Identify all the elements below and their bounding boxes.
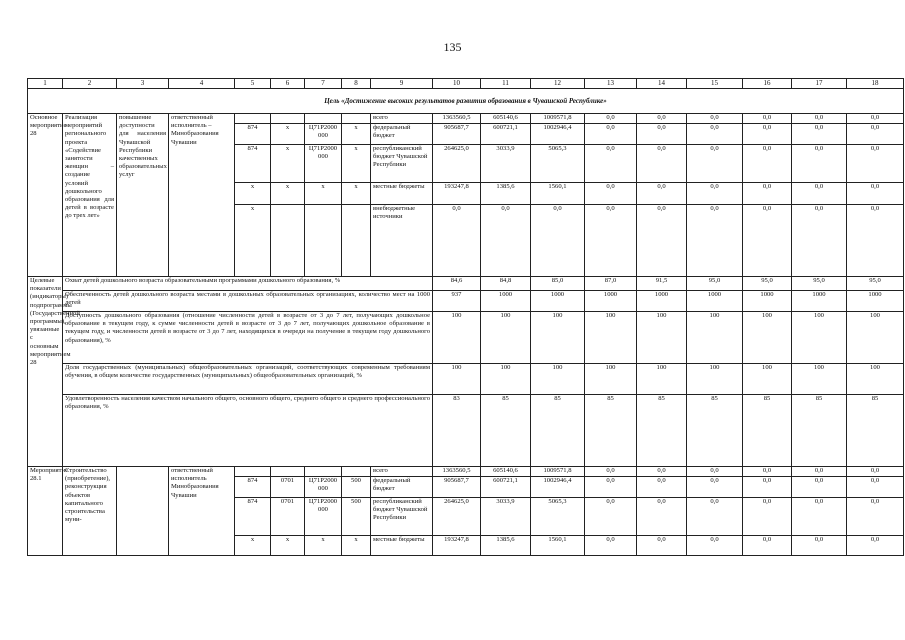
year-amount: 1560,1 xyxy=(531,536,585,556)
indicators-label: Целевые показатели (индикаторы) подпрограммы (Государственной программы), увязанные с основным мероприятием 28 xyxy=(28,277,63,467)
year-amount: 0,0 xyxy=(433,205,481,277)
indicator-row xyxy=(28,395,904,467)
funding-source: местные бюджеты xyxy=(371,183,433,205)
indicator-value: 85 xyxy=(743,395,792,467)
expense-group: x xyxy=(342,536,371,556)
year-amount: 0,0 xyxy=(743,498,792,536)
indicator-value: 100 xyxy=(743,364,792,395)
indicator-row xyxy=(28,364,904,395)
target-article xyxy=(305,114,342,124)
year-amount: 0,0 xyxy=(792,145,847,183)
indicator-value: 1000 xyxy=(792,291,847,312)
year-amount: 0,0 xyxy=(792,536,847,556)
indicator-value: 95,0 xyxy=(847,277,904,291)
year-amount: 0,0 xyxy=(637,467,687,477)
target-article xyxy=(305,467,342,477)
year-amount: 0,0 xyxy=(687,536,743,556)
expense-group: 500 xyxy=(342,477,371,498)
year-amount: 605140,6 xyxy=(481,114,531,124)
section-code xyxy=(271,114,305,124)
year-amount: 905687,7 xyxy=(433,124,481,145)
activity-name: Строительство (приобретение), реконструкция объектов капитального строительства муни- xyxy=(63,467,117,556)
year-amount: 0,0 xyxy=(687,498,743,536)
indicator-value: 1000 xyxy=(687,291,743,312)
year-amount: 0,0 xyxy=(847,124,904,145)
column-number: 2 xyxy=(63,79,117,89)
year-amount: 3033,9 xyxy=(481,145,531,183)
indicator-value: 100 xyxy=(847,364,904,395)
year-amount: 0,0 xyxy=(637,536,687,556)
indicator-value: 100 xyxy=(481,364,531,395)
indicator-value: 95,0 xyxy=(792,277,847,291)
year-amount: 5065,3 xyxy=(531,145,585,183)
funding-source: внебюджетные источники xyxy=(371,205,433,277)
column-number: 14 xyxy=(637,79,687,89)
year-amount: 0,0 xyxy=(585,477,637,498)
year-amount: 0,0 xyxy=(847,205,904,277)
year-amount: 1560,1 xyxy=(531,183,585,205)
goal-row xyxy=(28,89,904,114)
year-amount: 1363560,5 xyxy=(433,114,481,124)
column-number: 16 xyxy=(743,79,792,89)
year-amount: 0,0 xyxy=(743,477,792,498)
year-amount: 1009571,8 xyxy=(531,114,585,124)
indicator-row xyxy=(28,277,904,291)
year-amount: 264625,0 xyxy=(433,145,481,183)
indicator-value: 85 xyxy=(531,395,585,467)
indicator-text: Доля государственных (муниципальных) общеобразовательных организаций, соответствующих современным требованиям обучения, в общем количестве государственных (муниципальных) общеобразовательных организаций, % xyxy=(63,364,433,395)
column-number: 5 xyxy=(235,79,271,89)
year-amount: 0,0 xyxy=(743,124,792,145)
indicator-value: 100 xyxy=(433,312,481,364)
target-article: x xyxy=(305,536,342,556)
year-amount: 0,0 xyxy=(743,536,792,556)
indicator-value: 100 xyxy=(792,364,847,395)
year-amount: 0,0 xyxy=(743,145,792,183)
grbs-code: x xyxy=(235,536,271,556)
column-number: 12 xyxy=(531,79,585,89)
grbs-code: 874 xyxy=(235,498,271,536)
year-amount: 0,0 xyxy=(585,124,637,145)
section-code: 0701 xyxy=(271,477,305,498)
funding-source: федеральный бюджет xyxy=(371,477,433,498)
year-amount: 605140,6 xyxy=(481,467,531,477)
year-amount: 1385,6 xyxy=(481,183,531,205)
expected-result xyxy=(117,467,169,556)
year-amount: 0,0 xyxy=(743,205,792,277)
indicator-value: 85 xyxy=(847,395,904,467)
indicator-value: 1000 xyxy=(847,291,904,312)
year-amount: 0,0 xyxy=(637,498,687,536)
indicator-value: 100 xyxy=(687,312,743,364)
expense-group: x xyxy=(342,183,371,205)
responsible-executor: ответственный исполнитель Минобразования Чувашии xyxy=(169,467,235,556)
indicator-value: 85 xyxy=(585,395,637,467)
indicator-value: 1000 xyxy=(637,291,687,312)
funding-source: всего xyxy=(371,114,433,124)
year-amount: 0,0 xyxy=(792,467,847,477)
indicator-value: 1000 xyxy=(743,291,792,312)
grbs-code: 874 xyxy=(235,477,271,498)
year-amount: 0,0 xyxy=(637,114,687,124)
funding-source: местные бюджеты xyxy=(371,536,433,556)
column-number: 10 xyxy=(433,79,481,89)
funding-source: республиканский бюджет Чувашской Республики xyxy=(371,498,433,536)
year-amount: 0,0 xyxy=(687,145,743,183)
target-article: Ц71Р2000 000 xyxy=(305,145,342,183)
section-code: x xyxy=(271,145,305,183)
year-amount: 0,0 xyxy=(585,205,637,277)
year-amount: 0,0 xyxy=(637,145,687,183)
year-amount: 0,0 xyxy=(687,477,743,498)
year-amount: 0,0 xyxy=(847,477,904,498)
year-amount: 0,0 xyxy=(847,536,904,556)
section-code: 0701 xyxy=(271,498,305,536)
indicator-value: 1000 xyxy=(585,291,637,312)
year-amount: 0,0 xyxy=(792,477,847,498)
funding-source: всего xyxy=(371,467,433,477)
grbs-code: x xyxy=(235,205,271,277)
year-amount: 0,0 xyxy=(687,114,743,124)
column-number: 17 xyxy=(792,79,847,89)
year-amount: 905687,7 xyxy=(433,477,481,498)
indicator-value: 100 xyxy=(687,364,743,395)
indicator-value: 100 xyxy=(637,312,687,364)
target-article: Ц71Р2000 000 xyxy=(305,498,342,536)
year-amount: 0,0 xyxy=(585,536,637,556)
indicator-value: 95,0 xyxy=(743,277,792,291)
responsible-executor: ответственный исполнитель – Минобразования Чувашии xyxy=(169,114,235,277)
target-article: x xyxy=(305,183,342,205)
year-amount: 0,0 xyxy=(847,145,904,183)
funding-source: федеральный бюджет xyxy=(371,124,433,145)
expense-group xyxy=(342,467,371,477)
budget-row xyxy=(28,114,904,124)
indicator-text: Обеспеченность детей дошкольного возраста местами в дошкольных образовательных организациях, количество мест на 1000 детей xyxy=(63,291,433,312)
indicator-value: 1000 xyxy=(481,291,531,312)
indicator-text: Удовлетворенность населения качеством начального общего, основного общего, среднего общего и среднего профессионального образования, % xyxy=(63,395,433,467)
year-amount: 0,0 xyxy=(792,183,847,205)
indicator-value: 85 xyxy=(687,395,743,467)
indicator-value: 84,8 xyxy=(481,277,531,291)
column-number: 11 xyxy=(481,79,531,89)
funding-source: республиканский бюджет Чувашской Республики xyxy=(371,145,433,183)
page-number: 135 xyxy=(443,40,462,54)
budget-table xyxy=(27,78,904,556)
year-amount: 1009571,8 xyxy=(531,467,585,477)
indicator-value: 937 xyxy=(433,291,481,312)
year-amount: 0,0 xyxy=(531,205,585,277)
section-code xyxy=(271,467,305,477)
column-number: 1 xyxy=(28,79,63,89)
column-number-row xyxy=(28,79,904,89)
year-amount: 0,0 xyxy=(637,183,687,205)
indicator-value: 91,5 xyxy=(637,277,687,291)
year-amount: 1002946,4 xyxy=(531,124,585,145)
year-amount: 0,0 xyxy=(792,205,847,277)
indicator-value: 100 xyxy=(585,364,637,395)
year-amount: 0,0 xyxy=(792,498,847,536)
indicator-value: 84,6 xyxy=(433,277,481,291)
year-amount: 1002946,4 xyxy=(531,477,585,498)
column-number: 13 xyxy=(585,79,637,89)
year-amount: 0,0 xyxy=(743,183,792,205)
year-amount: 600721,1 xyxy=(481,477,531,498)
grbs-code xyxy=(235,467,271,477)
indicator-value: 100 xyxy=(531,312,585,364)
indicator-value: 100 xyxy=(847,312,904,364)
indicator-value: 87,0 xyxy=(585,277,637,291)
year-amount: 0,0 xyxy=(687,124,743,145)
activity-number: Мероприятие 28.1 xyxy=(28,467,63,556)
year-amount: 193247,8 xyxy=(433,183,481,205)
year-amount: 5065,3 xyxy=(531,498,585,536)
year-amount: 0,0 xyxy=(847,498,904,536)
indicator-value: 100 xyxy=(637,364,687,395)
expected-result: повышение доступности для населения Чувашской Республики качественных образовательных услуг xyxy=(117,114,169,277)
indicator-value: 100 xyxy=(585,312,637,364)
year-amount: 0,0 xyxy=(585,467,637,477)
indicator-text: Доступность дошкольного образования (отношение численности детей в возрасте от 3 до 7 лет, получающих дошкольное образование в текущем году, к сумме численности детей в возрасте от 3 до 7 лет, получающих дошкольное образование в текущем году, и численности детей в возрасте от 3 до 7 лет, находящихся в очереди на получение в текущем году дошкольного образования), % xyxy=(63,312,433,364)
year-amount: 0,0 xyxy=(792,124,847,145)
column-number: 6 xyxy=(271,79,305,89)
year-amount: 0,0 xyxy=(847,467,904,477)
indicator-value: 83 xyxy=(433,395,481,467)
activity-number: Основное мероприятие 28 xyxy=(28,114,63,277)
indicator-value: 85 xyxy=(792,395,847,467)
year-amount: 1363560,5 xyxy=(433,467,481,477)
indicator-value: 85,0 xyxy=(531,277,585,291)
expense-group: x xyxy=(342,145,371,183)
grbs-code xyxy=(235,114,271,124)
year-amount: 0,0 xyxy=(687,205,743,277)
indicator-value: 85 xyxy=(481,395,531,467)
year-amount: 0,0 xyxy=(743,114,792,124)
section-code xyxy=(271,205,305,277)
target-article: Ц71Р2000 000 xyxy=(305,124,342,145)
target-article xyxy=(305,205,342,277)
indicator-value: 85 xyxy=(637,395,687,467)
indicator-value: 100 xyxy=(792,312,847,364)
year-amount: 193247,8 xyxy=(433,536,481,556)
section-code: x xyxy=(271,124,305,145)
budget-row xyxy=(28,467,904,477)
year-amount: 0,0 xyxy=(637,205,687,277)
goal-title: Цель «Достижение высоких результатов развития образования в Чувашской Республике» xyxy=(28,89,904,114)
indicator-value: 100 xyxy=(531,364,585,395)
year-amount: 3033,9 xyxy=(481,498,531,536)
indicator-value: 100 xyxy=(743,312,792,364)
column-number: 18 xyxy=(847,79,904,89)
grbs-code: 874 xyxy=(235,145,271,183)
year-amount: 0,0 xyxy=(743,467,792,477)
grbs-code: x xyxy=(235,183,271,205)
year-amount: 0,0 xyxy=(687,183,743,205)
year-amount: 0,0 xyxy=(792,114,847,124)
year-amount: 0,0 xyxy=(637,477,687,498)
column-number: 8 xyxy=(342,79,371,89)
year-amount: 0,0 xyxy=(847,114,904,124)
year-amount: 0,0 xyxy=(585,498,637,536)
indicator-value: 100 xyxy=(481,312,531,364)
expense-group xyxy=(342,205,371,277)
indicator-value: 1000 xyxy=(531,291,585,312)
expense-group: 500 xyxy=(342,498,371,536)
column-number: 3 xyxy=(117,79,169,89)
indicator-value: 95,0 xyxy=(687,277,743,291)
column-number: 15 xyxy=(687,79,743,89)
column-number: 4 xyxy=(169,79,235,89)
grbs-code: 874 xyxy=(235,124,271,145)
year-amount: 0,0 xyxy=(585,114,637,124)
year-amount: 0,0 xyxy=(847,183,904,205)
column-number: 9 xyxy=(371,79,433,89)
indicator-row xyxy=(28,312,904,364)
expense-group xyxy=(342,114,371,124)
year-amount: 0,0 xyxy=(637,124,687,145)
indicator-value: 100 xyxy=(433,364,481,395)
year-amount: 0,0 xyxy=(585,183,637,205)
target-article: Ц71Р2000 000 xyxy=(305,477,342,498)
year-amount: 1385,6 xyxy=(481,536,531,556)
expense-group: x xyxy=(342,124,371,145)
year-amount: 264625,0 xyxy=(433,498,481,536)
year-amount: 0,0 xyxy=(481,205,531,277)
section-code: x xyxy=(271,183,305,205)
column-number: 7 xyxy=(305,79,342,89)
year-amount: 0,0 xyxy=(687,467,743,477)
section-code: x xyxy=(271,536,305,556)
activity-name: Реализация мероприятий регионального проекта «Содействие занятости женщин – создание условий дошкольного образования для детей в возрасте до трех лет» xyxy=(63,114,117,277)
year-amount: 600721,1 xyxy=(481,124,531,145)
year-amount: 0,0 xyxy=(585,145,637,183)
indicator-row xyxy=(28,291,904,312)
indicator-text: Охват детей дошкольного возраста образовательными программами дошкольного образования, % xyxy=(63,277,433,291)
